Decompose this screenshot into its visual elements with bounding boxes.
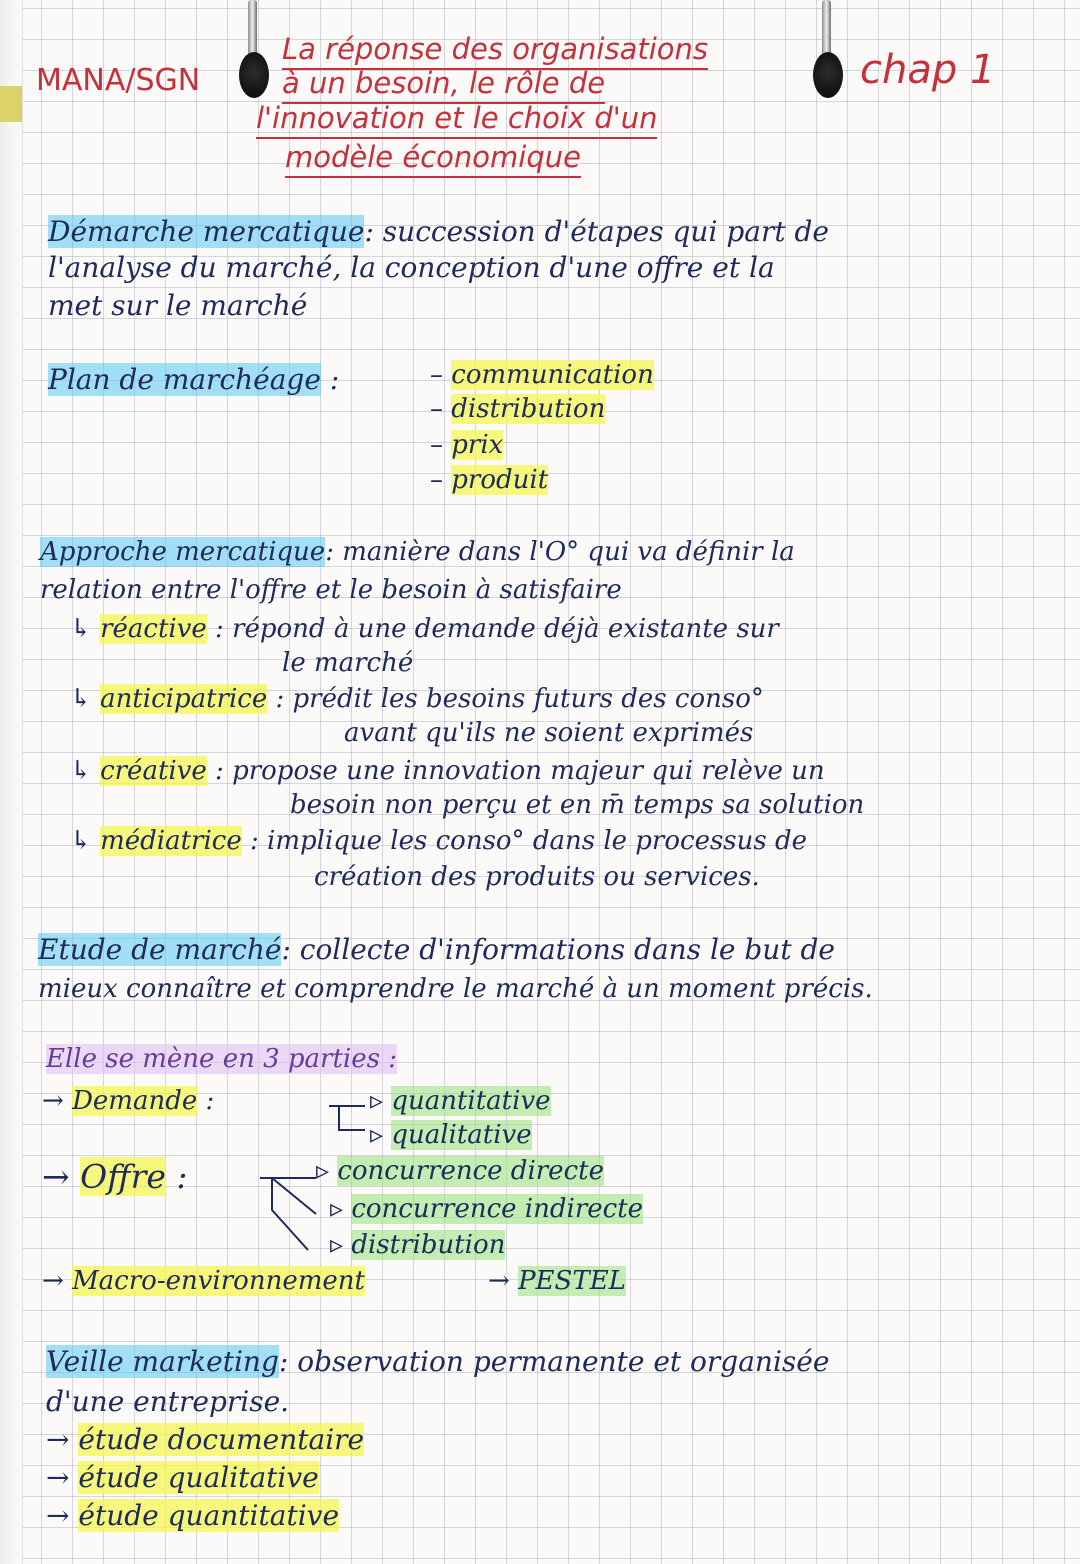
etude-part-name: Demande	[72, 1086, 198, 1116]
veille-item: étude quantitative	[78, 1499, 340, 1532]
etude-part-sub: concurrence indirecte	[351, 1194, 644, 1224]
binder-ring	[810, 0, 844, 100]
etude-part-sub: concurrence directe	[337, 1156, 604, 1186]
plan-item: produit	[451, 465, 549, 495]
binder-ring	[236, 0, 270, 100]
plan-item: communication	[451, 360, 654, 390]
tab-marker	[0, 86, 22, 122]
term-demarche: Démarche mercatique	[48, 215, 365, 248]
subject-label: MANA/SGN	[36, 63, 201, 98]
title-line-1: La réponse des organisations	[282, 32, 708, 70]
branch-arrows	[325, 1096, 375, 1136]
term-veille: Veille marketing	[46, 1345, 279, 1378]
title-line-2: à un besoin, le rôle de	[282, 66, 605, 104]
page-margin	[0, 0, 23, 1564]
etude-part-name: Offre	[80, 1157, 166, 1196]
approche-type-desc: avant qu'ils ne soient exprimés	[344, 718, 754, 748]
etude-intro: Elle se mène en 3 parties :	[46, 1044, 397, 1074]
approche-type-desc: : propose une innovation majeur qui relève un	[215, 756, 825, 786]
term-approche: Approche mercatique	[40, 537, 326, 567]
approche-type-desc: besoin non perçu et en m̄ temps sa solution	[290, 790, 865, 820]
veille-def-2: d'une entreprise.	[46, 1385, 290, 1418]
title-line-3: l'innovation et le choix d'un	[256, 101, 657, 139]
etude-def-2: mieux connaître et comprendre le marché à un moment précis.	[38, 974, 873, 1004]
veille-def-1: : observation permanente et organisée	[278, 1345, 830, 1378]
veille-item: étude qualitative	[78, 1461, 319, 1494]
etude-def-1: : collecte d'informations dans le but de	[281, 933, 835, 966]
approche-type-desc: création des produits ou services.	[314, 862, 760, 892]
etude-part-sub: PESTEL	[518, 1266, 626, 1296]
etude-part-sub: qualitative	[391, 1120, 532, 1150]
title-line-4: modèle économique	[285, 140, 581, 178]
approche-type-name: réactive	[100, 614, 207, 644]
approche-type-desc: : implique les conso° dans le processus de	[249, 826, 808, 856]
veille-item: étude documentaire	[78, 1423, 365, 1456]
term-plan: Plan de marchéage	[48, 363, 321, 396]
etude-part-name: Macro-environnement	[72, 1266, 365, 1296]
chapter-label: chap 1	[860, 47, 996, 93]
approche-type-name: anticipatrice	[100, 684, 268, 714]
approche-type-desc: le marché	[282, 648, 414, 678]
approche-def-2: relation entre l'offre et le besoin à satisfaire	[40, 575, 622, 605]
demarche-def-1: : succession d'étapes qui part de	[364, 215, 829, 248]
demarche-def-2: l'analyse du marché, la conception d'une offre et la	[48, 251, 775, 284]
etude-part-sub: distribution	[351, 1230, 506, 1260]
etude-part-sub: quantitative	[391, 1086, 551, 1116]
branch-arrows	[258, 1170, 332, 1254]
approche-type-name: médiatrice	[100, 826, 242, 856]
plan-item: distribution	[451, 394, 606, 424]
term-etude: Etude de marché	[38, 933, 282, 966]
approche-def-1: : manière dans l'O° qui va définir la	[325, 537, 795, 567]
approche-type-desc: : répond à une demande déjà existante sur	[215, 614, 779, 644]
approche-type-name: créative	[100, 756, 207, 786]
approche-type-desc: : prédit les besoins futurs des conso°	[275, 684, 764, 714]
plan-item: prix	[451, 430, 504, 460]
demarche-def-3: met sur le marché	[48, 289, 308, 322]
